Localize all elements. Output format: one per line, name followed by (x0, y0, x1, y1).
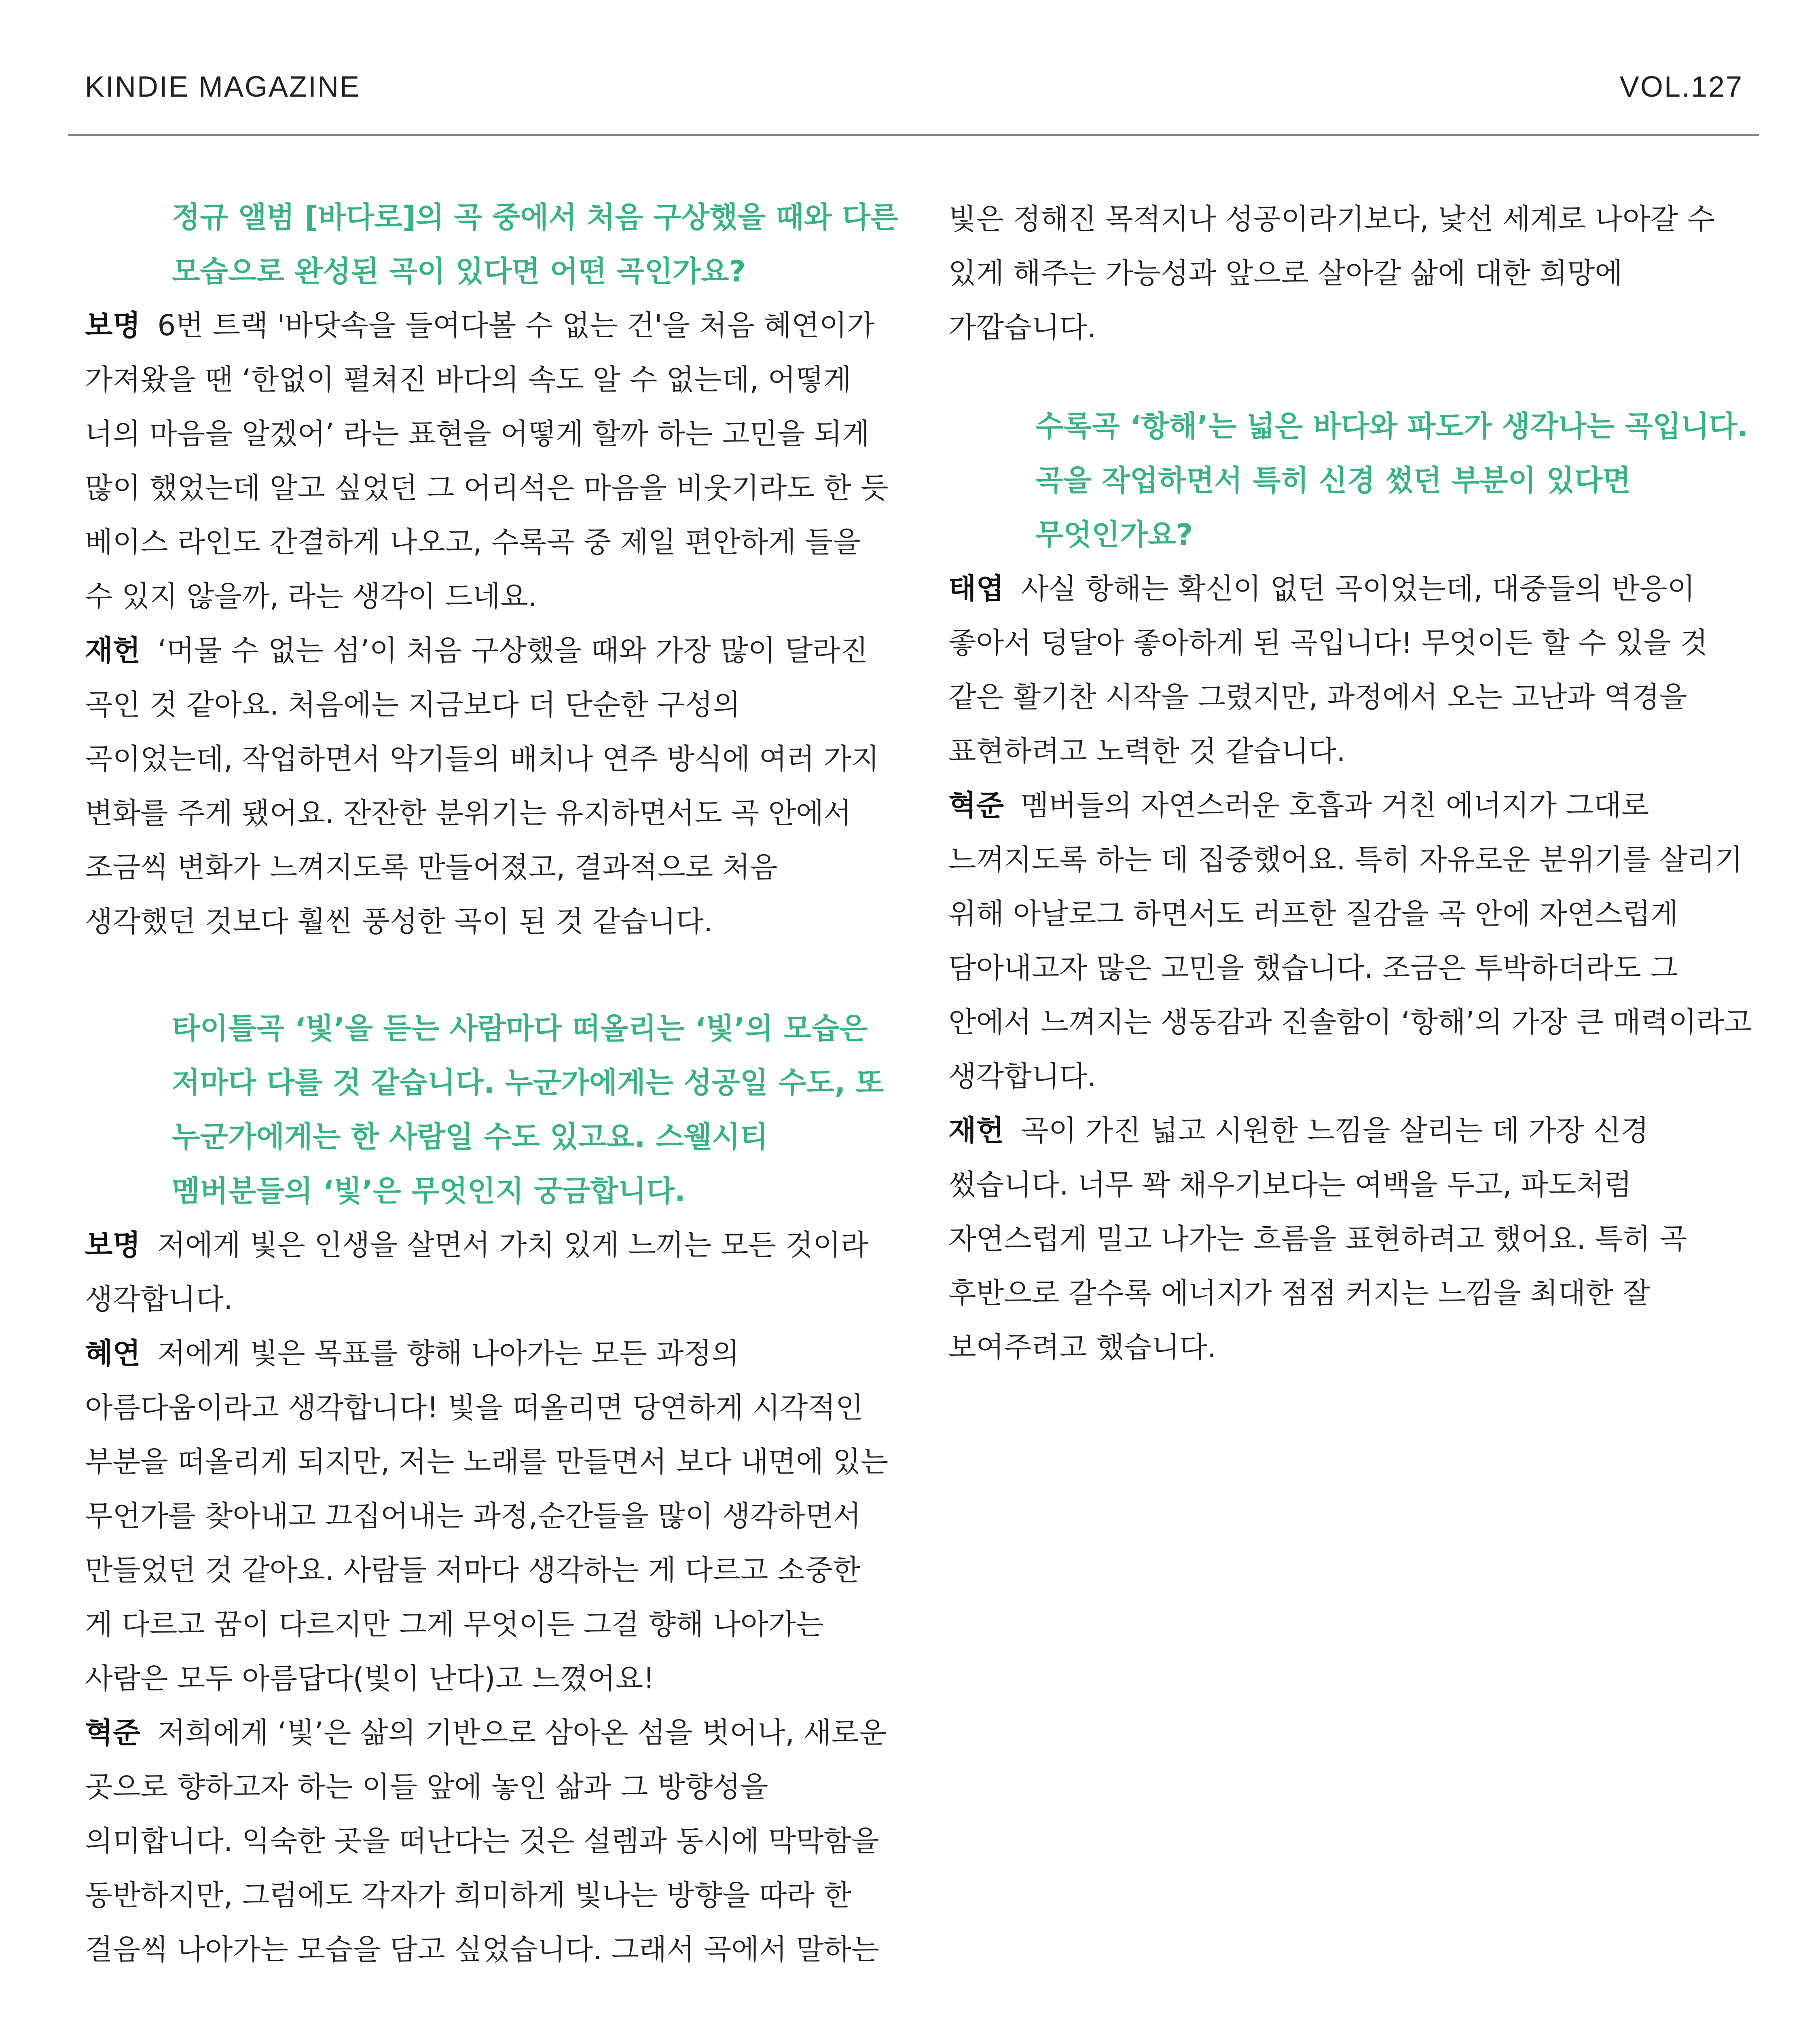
answer-bomyeong-1: 보명 6번 트랙 '바닷속을 들여다볼 수 없는 건'을 처음 혜연이가 가져왔을 땐 ‘한없이 펼쳐진 바다의 속도 알 수 없는데, 어떻게 너의 마음을 알겠어’ 라는 표현을 어떻게 할까 하는 고민을 되게 많이 했었는데 알고 싶었던 그 어리석은 마음을 비웃기라도 한 듯 베이스 라인도 간결하게 나오고, 수록곡 중 제일 편안하게 들을 수 있지 않을까, 라는 생각이 드네요. (85, 309, 889, 613)
left-column (85, 190, 899, 1977)
right-column (948, 192, 1753, 1375)
speaker-name: 재헌 (948, 1114, 1004, 1147)
answer-hyeokjun-2-continued: 빛은 정해진 목적지나 성공이라기보다, 낯선 세계로 나아갈 수 있게 해주는 가능성과 앞으로 살아갈 삶에 대한 희망에 가깝습니다. (948, 202, 1715, 344)
header-divider (68, 134, 1759, 136)
question-2: 타이틀곡 ‘빛’을 듣는 사람마다 떠올리는 ‘빛’의 모습은 저마다 다를 것 같습니다. 누군가에게는 성공일 수도, 또 누군가에게는 한 사람일 수도 있고요. 스웰시티 멤버분들의 ‘빛’은 무엇인지 궁금합니다. (172, 1011, 884, 1208)
answer-hyeokjun-2: 혁준 저희에게 ‘빛’은 삶의 기반으로 삼아온 섬을 벗어나, 새로운 곳으로 향하고자 하는 이들 앞에 놓인 삶과 그 방향성을 의미합니다. 익숙한 곳을 떠난다는 것은 설렘과 동시에 막막함을 동반하지만, 그럼에도 각자가 희미하게 빛나는 방향을 따라 한 걸음씩 나아가는 모습을 담고 싶었습니다. 그래서 곡에서 말하는 (85, 1716, 887, 1966)
answer-hyeokjun-3: 혁준 멤버들의 자연스러운 호흡과 거친 에너지가 그대로 느껴지도록 하는 데 집중했어요. 특히 자유로운 분위기를 살리기 위해 아날로그 하면서도 러프한 질감을 곡 안에 자연스럽게 담아내고자 많은 고민을 했습니다. 조금은 투박하더라도 그 안에서 느껴지는 생동감과 진솔함이 ‘항해’의 가장 큰 매력이라고 생각합니다. (948, 789, 1752, 1093)
speaker-name: 혁준 (85, 1716, 141, 1749)
volume-number: VOL.127 (1619, 71, 1743, 103)
magazine-title: KINDIE MAGAZINE (85, 71, 361, 103)
speaker-name: 혁준 (948, 789, 1004, 822)
answer-hyeyeon-2: 혜연 저에게 빛은 목표를 향해 나아가는 모든 과정의 아름다움이라고 생각합니다! 빛을 떠올리면 당연하게 시각적인 부분을 떠올리게 되지만, 저는 노래를 만들면서 보다 내면에 있는 무언가를 찾아내고 끄집어내는 과정,순간들을 많이 생각하면서 만들었던 것 같아요. 사람들 저마다 생각하는 게 다르고 소중한 게 다르고 꿈이 다르지만 그게 무엇이든 그걸 향해 나아가는 사람은 모두 아름답다(빛이 난다)고 느꼈어요! (85, 1337, 889, 1695)
answer-jaeheon-3: 재헌 곡이 가진 넓고 시원한 느낌을 살리는 데 가장 신경 썼습니다. 너무 꽉 채우기보다는 여백을 두고, 파도처럼 자연스럽게 밀고 나가는 흐름을 표현하려고 했어요. 특히 곡 후반으로 갈수록 에너지가 점점 커지는 느낌을 최대한 잘 보여주려고 했습니다. (948, 1114, 1687, 1364)
answer-jaeheon-1: 재헌 ‘머물 수 없는 섬’이 처음 구상했을 때와 가장 많이 달라진 곡인 것 같아요. 처음에는 지금보다 더 단순한 구성의 곡이었는데, 작업하면서 악기들의 배치나 연주 방식에 여러 가지 변화를 주게 됐어요. 잔잔한 분위기는 유지하면서도 곡 안에서 조금씩 변화가 느껴지도록 만들어졌고, 결과적으로 처음 생각했던 것보다 훨씬 풍성한 곡이 된 것 같습니다. (85, 634, 879, 938)
speaker-name: 태엽 (948, 572, 1004, 605)
speaker-name: 보명 (85, 309, 141, 342)
speaker-name: 재헌 (85, 634, 141, 667)
answer-taeyeop-3: 태엽 사실 항해는 확신이 없던 곡이었는데, 대중들의 반응이 좋아서 덩달아 좋아하게 된 곡입니다! 무엇이든 할 수 있을 것 같은 활기찬 시작을 그렸지만, 과정에서 오는 고난과 역경을 표현하려고 노력한 것 같습니다. (948, 572, 1708, 768)
question-1: 정규 앨범 [바다로]의 곡 중에서 처음 구상했을 때와 다른 모습으로 완성된 곡이 있다면 어떤 곡인가요? (172, 200, 899, 288)
speaker-name: 혜연 (85, 1337, 141, 1370)
question-3: 수록곡 ‘항해’는 넓은 바다와 파도가 생각나는 곡입니다. 곡을 작업하면서 특히 신경 썼던 부분이 있다면 무엇인가요? (1035, 409, 1748, 552)
answer-bomyeong-2: 보명 저에게 빛은 인생을 살면서 가치 있게 느끼는 모든 것이라 생각합니다. (85, 1228, 869, 1316)
page-header (85, 65, 1743, 109)
speaker-name: 보명 (85, 1228, 141, 1262)
